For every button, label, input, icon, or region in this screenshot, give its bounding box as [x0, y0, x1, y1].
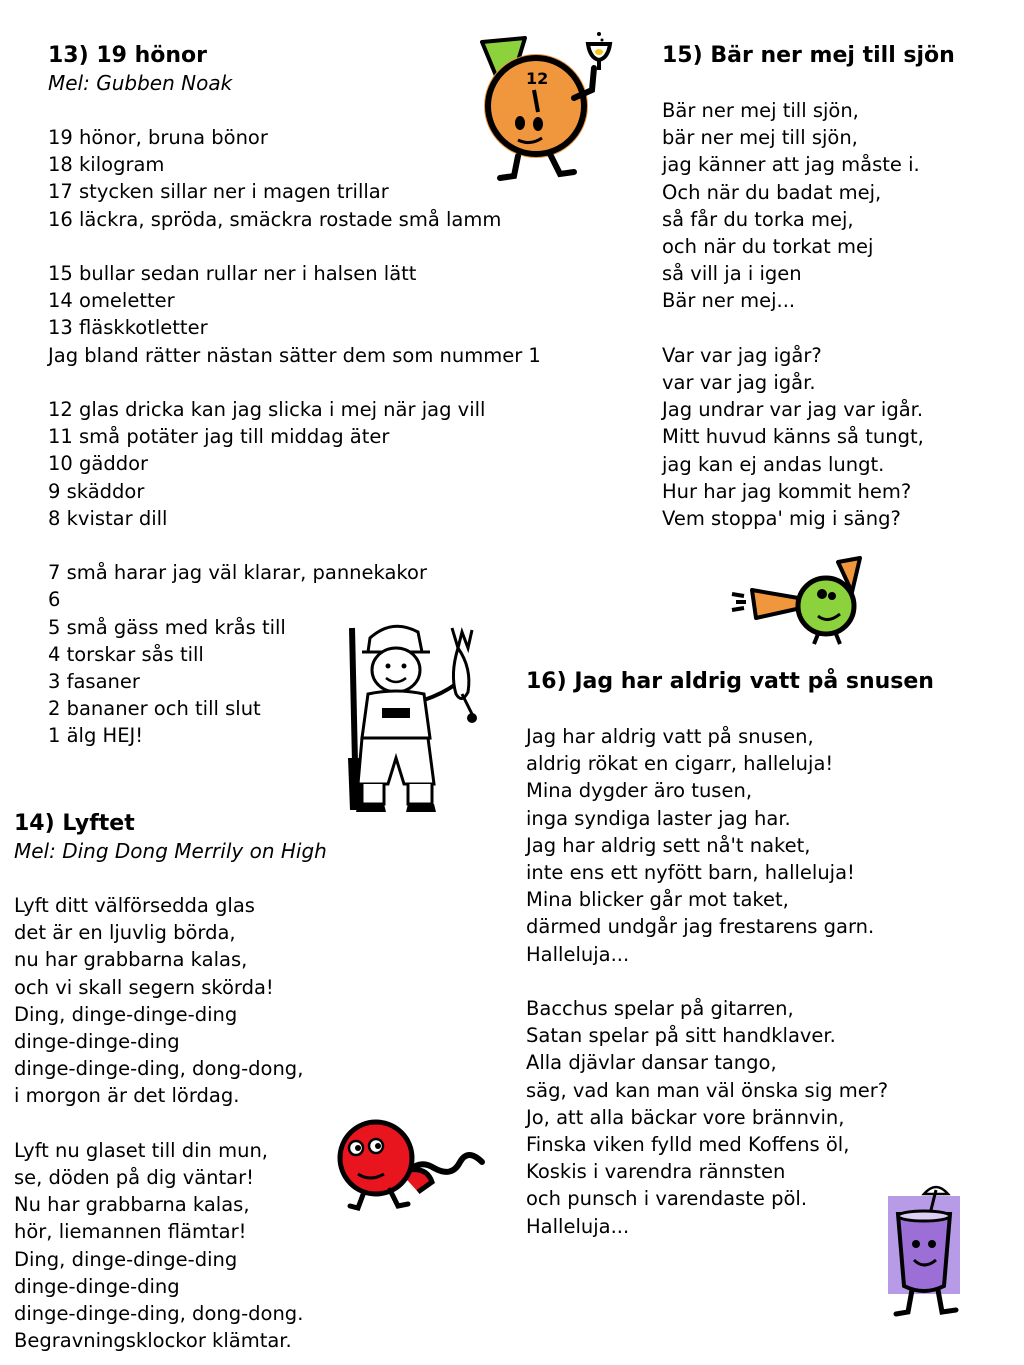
lyric-line: 4 torskar sås till [48, 642, 204, 666]
lyric-line: 18 kilogram [48, 153, 165, 177]
lyric-line: 11 små potäter jag till middag äter [48, 425, 390, 449]
party-clock-illustration [470, 28, 630, 188]
horn-blower-illustration [728, 556, 868, 646]
lyric-line: Koskis i varendra rännsten [526, 1160, 786, 1184]
lyric-line: och vi skall segern skörda! [14, 975, 274, 999]
song-15 [662, 42, 955, 532]
lyric-line: jag känner att jag måste i. [662, 153, 920, 177]
lyric-line: 5 små gäss med krås till [48, 615, 286, 639]
stanza [14, 1137, 327, 1355]
lyric-line: dinge-dinge-ding [14, 1274, 180, 1298]
lyric-line: bär ner mej till sjön, [662, 126, 858, 150]
lyric-line: 19 hönor, bruna bönor [48, 126, 268, 149]
lyric-line: se, döden på dig väntar! [14, 1166, 254, 1190]
lyric-line: Hur har jag kommit hem? [662, 479, 912, 503]
hunter-illustration [322, 608, 494, 818]
song-lines [14, 892, 327, 1354]
lyric-line: dinge-dinge-ding, dong-dong, [14, 1057, 304, 1081]
lyric-line: 12 glas dricka kan jag slicka i mej när jag vill [48, 398, 486, 421]
stanza [14, 892, 327, 1110]
stanza-gap [14, 1110, 327, 1137]
lyric-line: hör, liemannen flämtar! [14, 1220, 247, 1244]
lyric-line: 7 små harar jag väl klarar, pannekakor [48, 561, 427, 585]
lyric-line: Och när du badat mej, [662, 180, 882, 204]
lyric-line: 3 fasaner [48, 670, 140, 694]
song-title: 16) Jag har aldrig vatt på snusen [526, 669, 934, 694]
lyric-line: Bär ner mej till sjön, [662, 99, 859, 122]
stanza-gap [662, 315, 955, 342]
lyric-line: Lyft nu glaset till din mun, [14, 1138, 269, 1162]
lyric-line: Vem stoppa' mig i säng? [662, 507, 901, 531]
lyric-line: nu har grabbarna kalas, [14, 948, 248, 972]
lyric-line: aldrig rökat en cigarr, halleluja! [526, 752, 834, 776]
lyric-line: Satan spelar på sitt handklaver. [526, 1024, 836, 1048]
lyric-line: Jag bland rätter nästan sätter dem som nummer 1 [48, 343, 541, 367]
lyric-line: 10 gäddor [48, 452, 149, 476]
lyric-line: inte ens ett nyfött barn, halleluja! [526, 861, 855, 885]
stanza [526, 995, 934, 1240]
stanza-gap [48, 233, 541, 260]
stanza [662, 342, 955, 532]
lyric-line: Jag undrar var jag var igår. [662, 398, 924, 422]
lyric-line: 14 omeletter [48, 289, 175, 313]
lyric-line: Bär ner mej... [662, 289, 796, 313]
lyric-line: Mina dygder äro tusen, [526, 779, 753, 803]
stanza [662, 97, 955, 315]
lyric-line: Mitt huvud känns så tungt, [662, 425, 924, 449]
song-melody: Mel: Gubben Noak [48, 71, 233, 95]
lyric-line: 16 läckra, spröda, smäckra rostade små lamm [48, 207, 502, 231]
lyric-line: 8 kvistar dill [48, 506, 168, 530]
clock-number: 12 [526, 69, 549, 88]
stanza [48, 124, 541, 233]
lyric-line: Ding, dinge-dinge-ding [14, 1002, 238, 1026]
lyric-line: och när du torkat mej [662, 235, 874, 259]
lyric-line: Begravningsklockor klämtar. [14, 1329, 292, 1353]
lyric-line: Lyft ditt välförsedda glas [14, 894, 255, 917]
lyric-line: Nu har grabbarna kalas, [14, 1193, 250, 1217]
stanza [48, 396, 541, 532]
lyric-line: i morgon är det lördag. [14, 1084, 240, 1108]
song-melody: Mel: Ding Dong Merrily on High [14, 839, 327, 863]
lyric-line: Mina blicker går mot taket, [526, 888, 789, 912]
red-creature-illustration [336, 1112, 486, 1212]
lyric-line: 6 [48, 588, 61, 612]
lyric-line: Ding, dinge-dinge-ding [14, 1247, 238, 1271]
lyric-line: jag kan ej andas lungt. [662, 452, 885, 476]
lyric-line: därmed undgår jag frestarens garn. [526, 915, 875, 939]
lyric-line: 9 skäddor [48, 479, 145, 503]
lyric-line: det är en ljuvlig börda, [14, 921, 236, 945]
song-lines [526, 723, 934, 1240]
stanza [526, 723, 934, 968]
lyric-line: så får du torka mej, [662, 207, 854, 231]
lyric-line: dinge-dinge-ding, dong-dong. [14, 1302, 304, 1326]
lyric-line: 15 bullar sedan rullar ner i halsen lätt [48, 262, 417, 285]
stanza-gap [48, 369, 541, 396]
lyric-line: 17 stycken sillar ner i magen trillar [48, 180, 389, 204]
song-title: 14) Lyftet [14, 811, 135, 836]
lyric-line: och punsch i varendaste pöl. [526, 1187, 808, 1211]
lyric-line: Bacchus spelar på gitarren, [526, 997, 794, 1021]
song-title: 13) 19 hönor [48, 43, 208, 68]
lyric-line: dinge-dinge-ding [14, 1030, 180, 1054]
lyric-line: inga syndiga laster jag har. [526, 806, 791, 830]
lyric-line: Finska viken fylld med Koffens öl, [526, 1133, 850, 1157]
lyric-line: Alla djävlar dansar tango, [526, 1051, 777, 1075]
lyric-line: Jo, att alla bäckar vore brännvin, [526, 1105, 845, 1129]
stanza [48, 260, 541, 369]
lyric-line: 13 fläskkotletter [48, 316, 208, 340]
lyric-line: Halleluja... [526, 942, 630, 966]
lyric-line: 1 älg HEJ! [48, 724, 144, 748]
lyric-line: 2 bananer och till slut [48, 697, 261, 721]
stanza-gap [526, 968, 934, 995]
song-lines [662, 97, 955, 532]
lyric-line: Var var jag igår? [662, 343, 822, 367]
lyric-line: Jag har aldrig vatt på snusen, [526, 725, 814, 748]
lyric-line: var var jag igår. [662, 371, 816, 395]
lyric-line: så vill ja i igen [662, 262, 802, 286]
lyric-line: Jag har aldrig sett nå't naket, [526, 833, 811, 857]
lyric-line: säg, vad kan man väl önska sig mer? [526, 1078, 889, 1102]
song-14 [14, 810, 327, 1354]
stanza-gap [48, 532, 541, 559]
song-title: 15) Bär ner mej till sjön [662, 43, 955, 68]
cocktail-glass-illustration [884, 1182, 964, 1322]
song-16 [526, 668, 934, 1240]
lyric-line: Halleluja... [526, 1214, 630, 1238]
